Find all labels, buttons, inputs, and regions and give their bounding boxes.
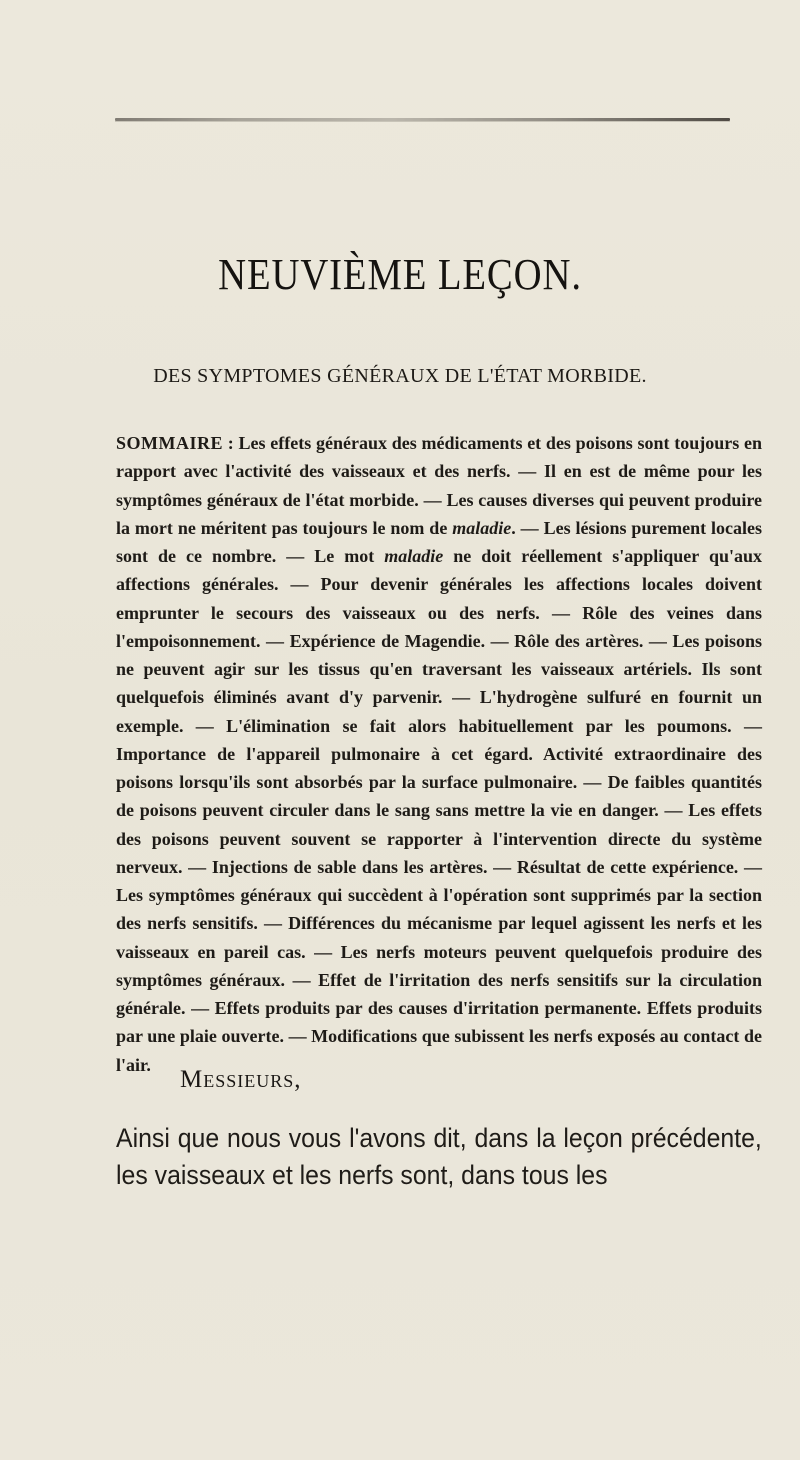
sommaire-separator: : [223, 433, 239, 453]
header-rule [115, 118, 730, 121]
chapter-subtitle: DES SYMPTOMES GÉNÉRAUX DE L'ÉTAT MORBIDE. [153, 365, 647, 387]
body-paragraph: Ainsi que nous vous l'avons dit, dans la leçon précédente, les vaisseaux et les nerfs sont, dans tous les [116, 1123, 762, 1190]
sommaire-text-part1: Les effets généraux des médicaments et des poisons sont toujours en rapport avec l'activité des vaisseaux et des nerfs. — Il en est de même pour les symptômes généraux de l'état morbide. — Les causes diverses qui peuvent produire la mort ne méritent pas toujours le nom de [116, 433, 762, 538]
sommaire-paragraph [116, 429, 762, 1079]
sommaire-text-part3: ne doit réellement s'appliquer qu'aux affections générales. — Pour devenir générales les affections locales doivent emprunter le secours des vaisseaux ou des nerfs. — Rôle des veines dans l'empoisonnement. — Expérience de Magendie. — Rôle des artères. — Les poisons ne peuvent agir sur les tissus qu'en traversant les vaisseaux artériels. Ils sont quelquefois éliminés avant d'y parvenir. — L'hydrogène sulfuré en fournit un exemple. — L'élimination se fait alors habituellement par les poumons. — Importance de l'appareil pulmonaire à cet égard. Activité extraordinaire des poisons lorsqu'ils sont absorbés par la surface pulmonaire. — De faibles quantités de poisons peuvent circuler dans le sang sans mettre la vie en danger. — Les effets des poisons peuvent souvent se rapporter à l'intervention directe du système nerveux. — Injections de sable dans les artères. — Résultat de cette expérience. — Les symptômes généraux qui succèdent à l'opération sont supprimés par la section des nerfs sensitifs. — Différences du mécanisme par lequel agissent les nerfs et les vaisseaux en pareil cas. — Les nerfs moteurs peuvent quelquefois produire des symptômes généraux. — Effet de l'irritation des nerfs sensitifs sur la circulation générale. — Effets produits par des causes d'irritation permanente. Effets produits par une plaie ouverte. — Modifications que subissent les nerfs exposés au contact de l'air. [116, 546, 762, 1075]
salutation-text: Messieurs, [180, 1066, 302, 1093]
sommaire-text-part2: . — Les lésions purement locales sont de ce nombre. — Le mot [116, 517, 762, 566]
sommaire-italic-maladie-1: maladie [452, 517, 512, 538]
salutation [180, 1067, 302, 1092]
lesson-title: NEUVIÈME LEÇON. [218, 250, 582, 299]
sommaire-italic-maladie-2: maladie [384, 546, 444, 566]
sommaire-label: SOMMAIRE [116, 433, 223, 453]
